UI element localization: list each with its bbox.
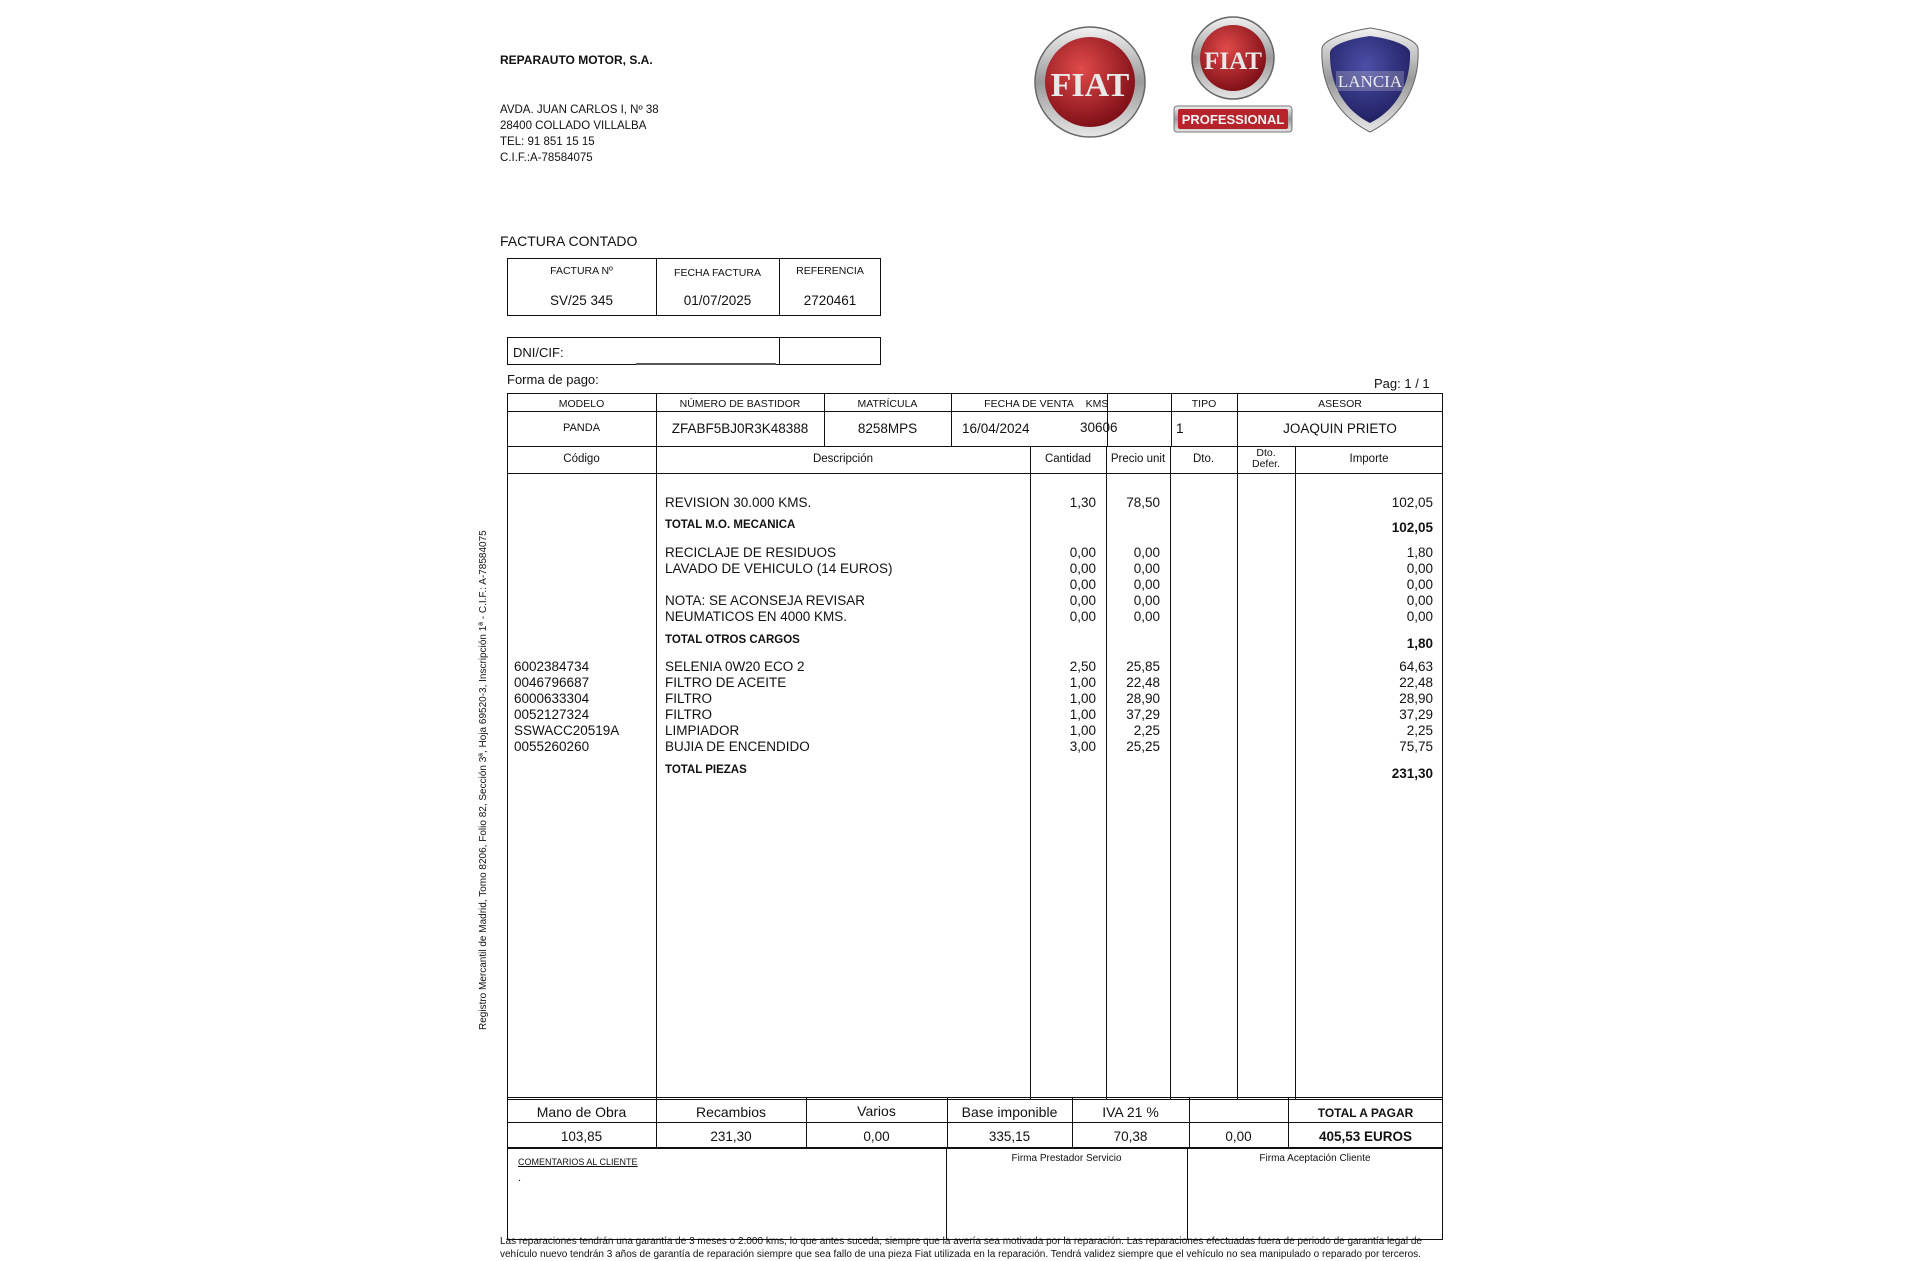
line-amount: 22,48 [1399,675,1433,690]
kms-header: KMS [1085,398,1109,410]
labor-total: 103,85 [560,1129,603,1144]
advisor-name: JOAQUIN PRIETO [1283,421,1397,436]
comments-label: COMENTARIOS AL CLIENTE [518,1157,638,1167]
provider-signature-label: Firma Prestador Servicio [1011,1153,1122,1164]
invoice-type: FACTURA CONTADO [500,233,638,249]
license-plate: 8258MPS [857,421,918,436]
line-price: 37,29 [1126,707,1160,722]
line-qty: 1,00 [1069,675,1096,690]
line-amount: 37,29 [1399,707,1433,722]
subtotal-labor-value: 102,05 [1391,520,1433,535]
line-qty: 1,00 [1069,707,1096,722]
reference-number: 2720461 [803,293,857,308]
warranty-terms: Las reparaciones tendrán una garantía de 3 meses o 2.000 kms, lo que antes suceda, siempre que la avería sea motivada por la reparación. Las reparaciones efectuadas fuera de periodo de garantía legal de vehículo nuevo tendrán 3 años de garantía de reparación siempre que sea fallo de una pieza Fiat utilizada en la reparación. Tendrá validez siempre que el vehículo no sea manipulado o reparado por terceros. [500,1236,1422,1260]
sale-date: 16/04/2024 [962,421,1030,436]
line-qty: 2,50 [1069,659,1096,674]
vehicle-type: 1 [1176,421,1184,436]
line-desc: LAVADO DE VEHICULO (14 EUROS) [665,561,893,576]
other-amount: 0,00 [1225,1129,1252,1144]
line-amount: 0,00 [1406,577,1433,592]
subtotal-parts-label: TOTAL PIEZAS [665,764,747,776]
invoice-number-header: FACTURA Nº [550,265,613,277]
lancia-logo [1318,26,1422,134]
line-desc: RECICLAJE DE RESIDUOS [665,545,837,560]
chassis-header: NÚMERO DE BASTIDOR [679,398,801,410]
line-amount: 0,00 [1406,561,1433,576]
misc-header: Varios [857,1103,896,1119]
line-desc: LIMPIADOR [665,723,740,738]
line-code: 0052127324 [514,707,590,722]
col-code: Código [563,453,600,465]
svg-text:FIAT: FIAT [1050,67,1130,104]
invoice-date: 01/07/2025 [683,293,752,308]
line-amount: 102,05 [1391,495,1433,510]
subtotal-other-value: 1,80 [1406,636,1433,651]
labor-header: Mano de Obra [536,1104,627,1120]
line-code: 0055260260 [514,739,590,754]
line-price: 25,85 [1126,659,1160,674]
tax-base-header: Base imponible [961,1104,1058,1120]
redacted-dni [636,363,776,365]
line-desc: SELENIA 0W20 ECO 2 [665,659,805,674]
subtotal-labor-label: TOTAL M.O. MECANICA [665,519,796,531]
company-name: REPARAUTO MOTOR, S.A. [500,53,653,67]
line-desc: FILTRO [665,691,712,706]
col-amount: Importe [1349,453,1389,465]
line-qty: 0,00 [1069,545,1096,560]
line-amount: 1,80 [1406,545,1433,560]
fiat-logo [1030,22,1150,142]
line-code: SSWACC20519A [514,723,620,738]
comments-value: . [518,1172,522,1184]
line-qty: 0,00 [1069,577,1096,592]
address-city: 28400 COLLADO VILLALBA [500,120,647,132]
subtotal-parts-value: 231,30 [1391,766,1433,781]
reference-header: REFERENCIA [796,265,864,277]
total-due: 405,53 EUROS [1318,1129,1413,1144]
invoice-date-header: FECHA FACTURA [674,267,761,279]
line-code: 0046796687 [514,675,590,690]
invoice-number: SV/25 345 [549,293,614,308]
svg-text:LANCIA: LANCIA [1337,72,1403,91]
line-desc: REVISION 30.000 KMS. [665,495,812,510]
parts-header: Recambios [695,1104,767,1120]
model-header: MODELO [558,398,605,410]
vat-amount: 70,38 [1113,1129,1148,1144]
line-desc: BUJIA DE ENCENDIDO [665,739,810,754]
col-deferred-discount: Dto. Defer. [1251,447,1280,470]
address-phone: TEL: 91 851 15 15 [500,136,595,148]
line-price: 25,25 [1126,739,1160,754]
line-code: 6000633304 [514,691,590,706]
line-qty: 1,00 [1069,691,1096,706]
line-amount: 2,25 [1406,723,1433,738]
subtotal-other-label: TOTAL OTROS CARGOS [665,634,800,646]
line-price: 0,00 [1133,545,1160,560]
address-street: AVDA. JUAN CARLOS I, Nº 38 [500,104,659,116]
line-qty: 0,00 [1069,561,1096,576]
col-description: Descripción [812,453,874,465]
line-code: 6002384734 [514,659,590,674]
parts-total: 231,30 [710,1129,752,1144]
line-price: 28,90 [1126,691,1160,706]
vat-header: IVA 21 % [1102,1104,1159,1120]
chassis-number: ZFABF5BJ0R3K48388 [671,421,809,436]
vehicle-model: PANDA [562,422,601,434]
page-indicator: Pag: 1 / 1 [1374,376,1430,391]
kms-value: 30606 [1080,420,1118,435]
line-price: 0,00 [1133,609,1160,624]
line-amount: 28,90 [1399,691,1433,706]
line-price: 0,00 [1133,577,1160,592]
svg-text:FIAT: FIAT [1204,48,1262,75]
line-desc: NOTA: SE ACONSEJA REVISAR [665,593,866,608]
line-amount: 0,00 [1406,609,1433,624]
line-qty: 0,00 [1069,593,1096,608]
line-price: 78,50 [1126,495,1160,510]
line-desc: NEUMATICOS EN 4000 KMS. [665,609,848,624]
sale-date-header: FECHA DE VENTA [984,398,1074,410]
payment-method-label: Forma de pago: [507,372,599,387]
line-qty: 1,30 [1069,495,1096,510]
line-price: 0,00 [1133,593,1160,608]
fiat-professional-logo [1168,14,1298,140]
type-header: TIPO [1191,398,1217,410]
line-price: 2,25 [1133,723,1160,738]
line-desc: FILTRO DE ACEITE [665,675,787,690]
line-amount: 75,75 [1399,739,1433,754]
col-discount: Dto. [1192,453,1215,465]
col-unit-price: Precio unit [1110,453,1166,465]
line-qty: 3,00 [1069,739,1096,754]
line-qty: 1,00 [1069,723,1096,738]
line-desc: FILTRO [665,707,712,722]
line-amount: 0,00 [1406,593,1433,608]
client-signature-label: Firma Aceptación Cliente [1259,1153,1371,1164]
col-quantity: Cantidad [1044,453,1092,465]
line-amount: 64,63 [1399,659,1433,674]
plate-header: MATRÍCULA [857,398,918,410]
registry-info: Registro Mercantil de Madrid, Tomo 8206, Folio 82, Sección 3ª, Hoja 69520-3, Inscripción 1ª - C.I.F.: A-78584075 [478,530,489,1030]
line-price: 0,00 [1133,561,1160,576]
advisor-header: ASESOR [1318,398,1362,410]
address-cif: C.I.F.:A-78584075 [500,152,593,164]
misc-total: 0,00 [863,1129,890,1144]
total-header: TOTAL A PAGAR [1317,1106,1414,1120]
tax-base: 335,15 [988,1129,1031,1144]
line-qty: 0,00 [1069,609,1096,624]
svg-text:PROFESSIONAL: PROFESSIONAL [1181,112,1285,127]
dni-label: DNI/CIF: [513,345,564,360]
line-price: 22,48 [1126,675,1160,690]
